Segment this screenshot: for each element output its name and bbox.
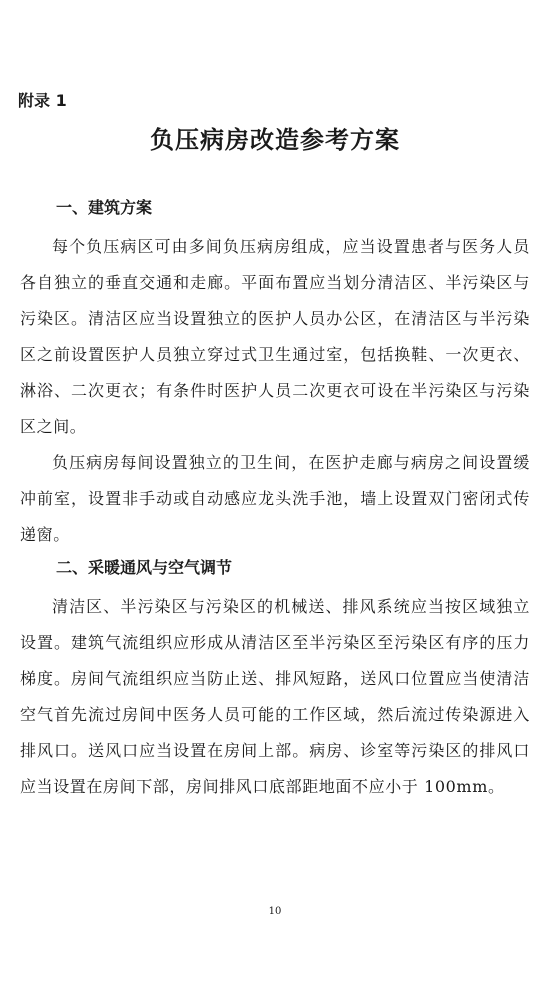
paragraph: 清洁区、半污染区与污染区的机械送、排风系统应当按区域独立设置。建筑气流组织应形成从清洁区至半污染区至污染区有序的压力梯度。房间气流组织应当防止送、排风短路，送风口位置应当使清洁空气首先流过房间中医务人员可能的工作区域，然后流过传染源进入排风口。送风口应当设置在房间上部。病房、诊室等污染区的排风口应当设置在房间下部，房间排风口底部距地面不应小于 100mm。 — [20, 597, 530, 796]
paragraph: 负压病房每间设置独立的卫生间，在医护走廊与病房之间设置缓冲前室，设置非手动或自动感应龙头洗手池，墙上设置双门密闭式传递窗。 — [20, 453, 530, 544]
section-heading: 一、建筑方案 — [56, 198, 153, 217]
document-title: 负压病房改造参考方案 — [150, 126, 400, 154]
section-heading: 二、采暖通风与空气调节 — [56, 558, 233, 577]
page-number: 10 — [268, 906, 282, 917]
appendix-label: 附录 1 — [18, 91, 67, 110]
paragraph: 每个负压病区可由多间负压病房组成，应当设置患者与医务人员各自独立的垂直交通和走廊。平面布置应当划分清洁区、半污染区与污染区。清洁区应当设置独立的医护人员办公区，在清洁区与半污染区之前设置医护人员独立穿过式卫生通过室，包括换鞋、一次更衣、淋浴、二次更衣；有条件时医护人员二次更衣可设在半污染区与污染区之间。 — [20, 237, 530, 436]
section-hvac — [20, 553, 530, 805]
document-body — [20, 193, 530, 805]
section-architecture — [20, 193, 530, 553]
